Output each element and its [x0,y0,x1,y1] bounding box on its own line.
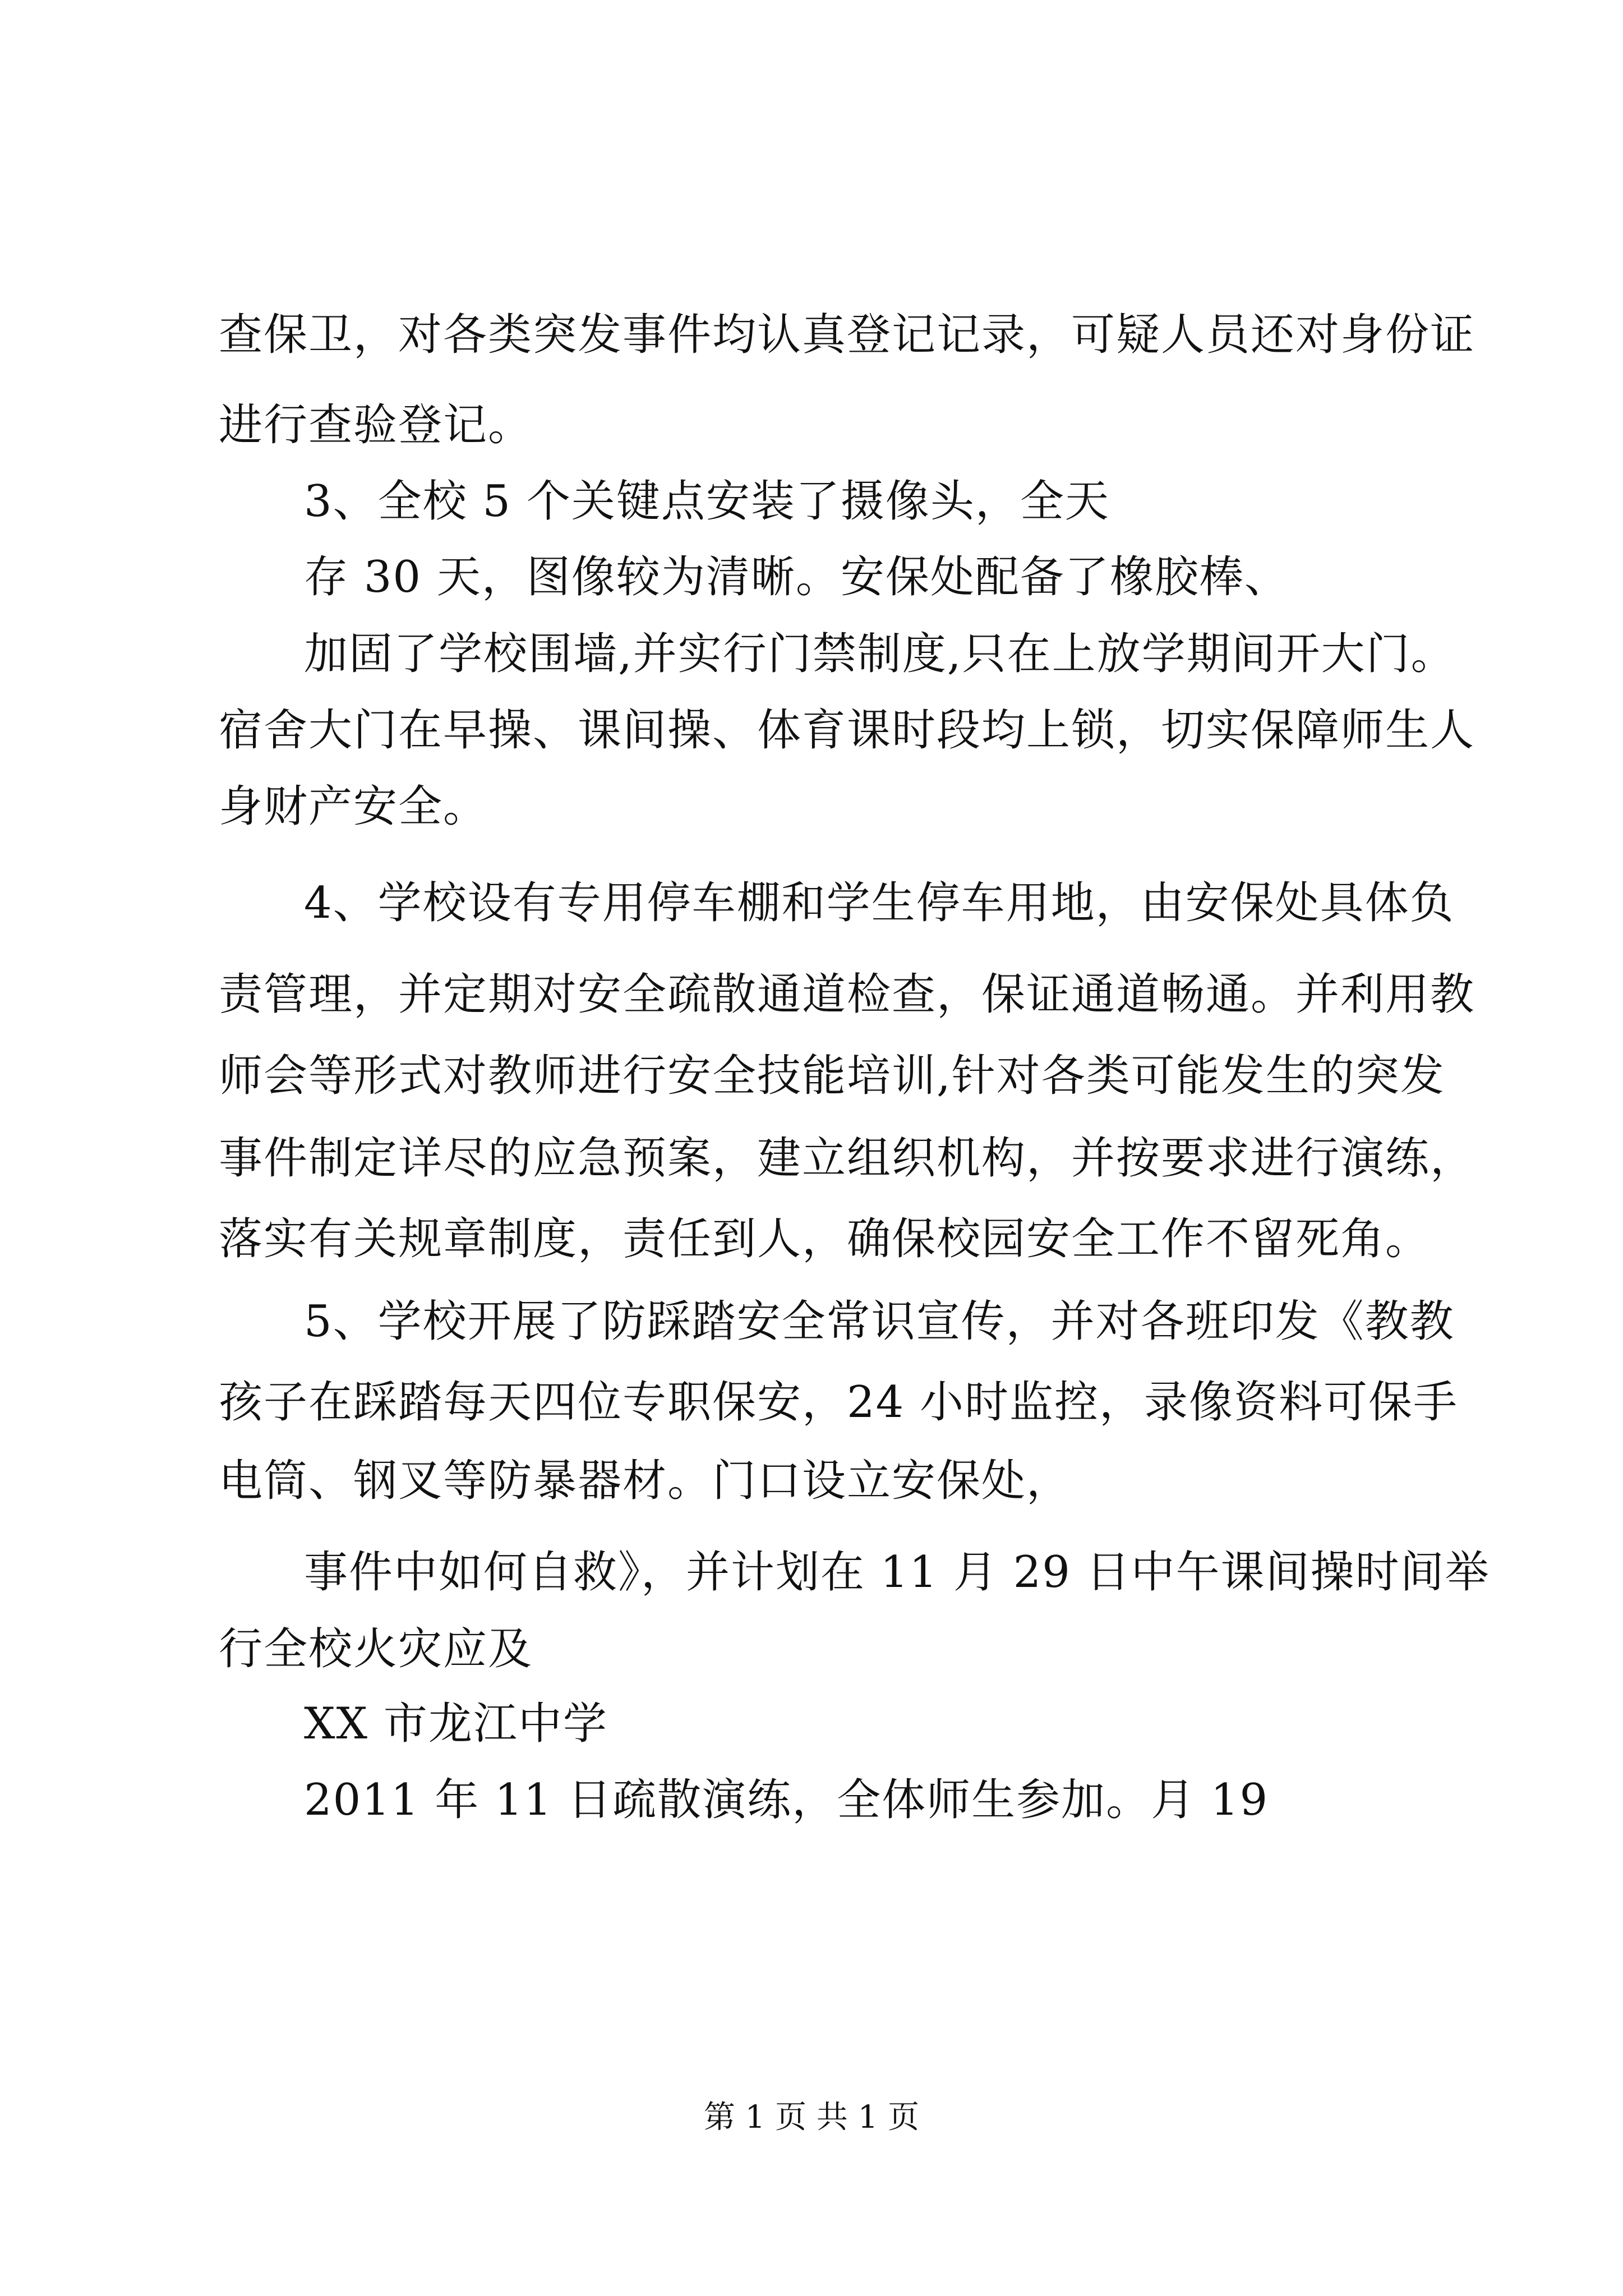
text-line: XX 市龙江中学 [304,1699,608,1749]
text-line: 5、学校开展了防踩踏安全常识宣传，并对各班印发《教教 [304,1296,1455,1347]
text-line: 2011 年 11 日疏散演练，全体师生参加。月 19 [304,1775,1269,1825]
text-line: 事件制定详尽的应急预案，建立组织机构，并按要求进行演练， [219,1133,1476,1184]
text-line: 事件中如何自救》，并计划在 11 月 29 日中午课间操时间举 [304,1547,1490,1598]
text-line: 4、学校设有专用停车棚和学生停车用地，由安保处具体负 [304,878,1455,928]
text-line: 加固了学校围墙,并实行门禁制度,只在上放学期间开大门。 [304,629,1456,679]
text-line: 查保卫，对各类突发事件均认真登记记录，可疑人员还对身份证 [219,310,1476,360]
text-line: 宿舍大门在早操、课间操、体育课时段均上锁，切实保障师生人 [219,705,1476,756]
text-line: 存 30 天，图像较为清晰。安保处配备了橡胶棒、 [304,552,1289,602]
text-line: 行全校火灾应及 [219,1624,533,1674]
text-line: 责管理，并定期对安全疏散通道检查，保证通道畅通。并利用教 [219,969,1476,1020]
text-line: 落实有关规章制度，责任到人，确保校园安全工作不留死角。 [219,1214,1431,1264]
text-line: 3、全校 5 个关键点安装了摄像头，全天 [304,476,1110,527]
text-line: 孩子在踩踏每天四位专职保安，24 小时监控，录像资料可保手 [219,1377,1459,1428]
text-line: 师会等形式对教师进行安全技能培训,针对各类可能发生的突发 [219,1051,1445,1101]
page-number-footer: 第 1 页 共 1 页 [703,2099,920,2136]
text-line: 身财产安全。 [219,781,488,832]
text-line: 进行查验登记。 [219,400,533,450]
text-line: 电筒、钢叉等防暴器材。门口设立安保处， [219,1456,1072,1506]
